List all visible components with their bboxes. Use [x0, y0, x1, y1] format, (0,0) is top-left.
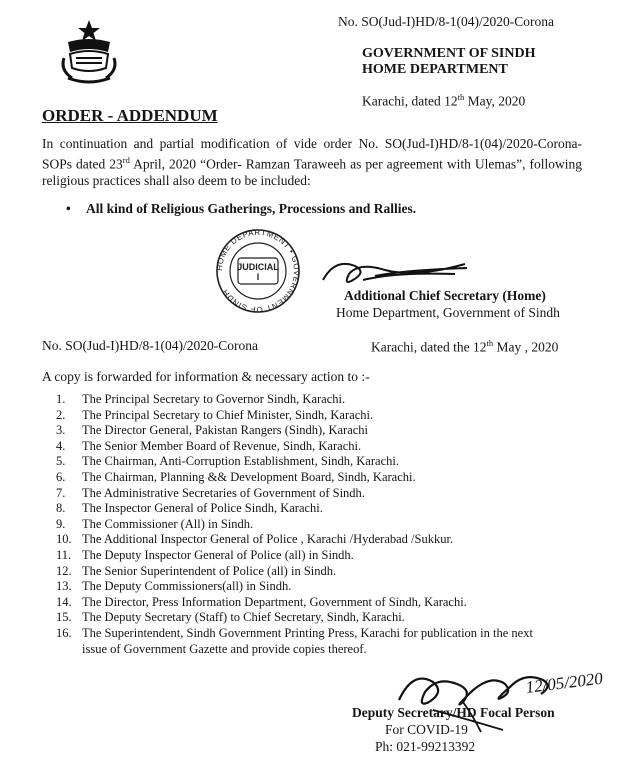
list-item: 9. The Commissioner (All) in Sindh.	[56, 516, 254, 531]
list-item: 12. The Senior Superintendent of Police (all) in Sindh.	[56, 563, 337, 578]
list-item: 7. The Administrative Secretaries of Government of Sindh.	[56, 485, 365, 500]
stamp-center-line1: JUDICIAL	[237, 262, 279, 272]
forwarding-note: A copy is forwarded for information & necessary action to :-	[42, 369, 370, 384]
document-title: ORDER - ADDENDUM	[42, 106, 218, 125]
sindh-emblem-icon	[58, 18, 120, 84]
signatory-department: Home Department, Government of Sindh	[336, 305, 560, 320]
judicial-stamp-icon	[208, 228, 308, 314]
list-item: 2. The Principal Secretary to Chief Minister, Sindh, Karachi.	[56, 407, 374, 422]
list-item: 4. The Senior Member Board of Revenue, Sindh, Karachi.	[56, 438, 362, 453]
list-item: 1. The Principal Secretary to Governor Sindh, Karachi.	[56, 392, 346, 406]
signature-icon	[315, 250, 475, 292]
copy-reference-number: No. SO(Jud-I)HD/8-1(04)/2020-Corona	[42, 338, 258, 353]
list-item: 5. The Chairman, Anti-Corruption Establishment, Sindh, Karachi.	[56, 454, 399, 469]
signatory-role: For COVID-19	[385, 722, 468, 737]
stamp-ring-text: HOME DEPARTMENT • GOVERNMENT OF SINDH	[214, 228, 302, 314]
government-name: GOVERNMENT OF SINDH	[362, 46, 536, 61]
recipient-list	[56, 392, 616, 657]
stamp-center-line2: I	[256, 272, 260, 282]
bullet-icon: •	[66, 201, 71, 216]
list-item: 16. The Superintendent, Sindh Government Printing Press, Karachi for publication in the next	[56, 625, 533, 640]
signatory-title: Deputy Secretary/HD Focal Person	[352, 705, 555, 720]
signatory-phone: Ph: 021-99213392	[375, 739, 476, 754]
list-item: 6. The Chairman, Planning && Development Board, Sindh, Karachi.	[56, 469, 416, 484]
list-item: 14. The Director, Press Information Department, Government of Sindh, Karachi.	[56, 594, 467, 609]
government-heading	[362, 46, 535, 78]
list-item: 13. The Deputy Commissioners(all) in Sindh.	[56, 579, 292, 594]
reference-number: No. SO(Jud-I)HD/8-1(04)/2020-Corona	[338, 14, 554, 29]
issue-date: Karachi, dated 12th May, 2020	[362, 92, 526, 109]
list-item: 3. The Director General, Pakistan Rangers (Sindh), Karachi	[56, 423, 369, 438]
list-item: 15. The Deputy Secretary (Staff) to Chief Secretary, Sindh, Karachi.	[56, 610, 405, 625]
list-item-continuation: issue of Government Gazette and provide copies thereof.	[82, 641, 367, 656]
handwritten-date: 12/05/2020	[524, 668, 604, 698]
list-item: 11. The Deputy Inspector General of Police (all) in Sindh.	[56, 547, 354, 562]
body-paragraph: In continuation and partial modification of vide order No. SO(Jud-I)HD/8-1(04)/2020-Corona-SOPs dated 23rd April, 2020 “Order- Ramzan Taraweeh as per agreement with Ulemas”, following religious practices shall also deem to be included:	[42, 136, 582, 188]
copy-date: Karachi, dated the 12th May , 2020	[371, 338, 559, 355]
bullet-item: • All kind of Religious Gatherings, Processions and Rallies.	[66, 201, 417, 216]
signatory-title: Additional Chief Secretary (Home)	[344, 288, 546, 303]
list-item: 8. The Inspector General of Police Sindh, Karachi.	[56, 501, 323, 516]
department-name: HOME DEPARTMENT	[362, 62, 508, 77]
list-item: 10. The Additional Inspector General of Police , Karachi /Hyderabad /Sukkur.	[56, 532, 454, 547]
